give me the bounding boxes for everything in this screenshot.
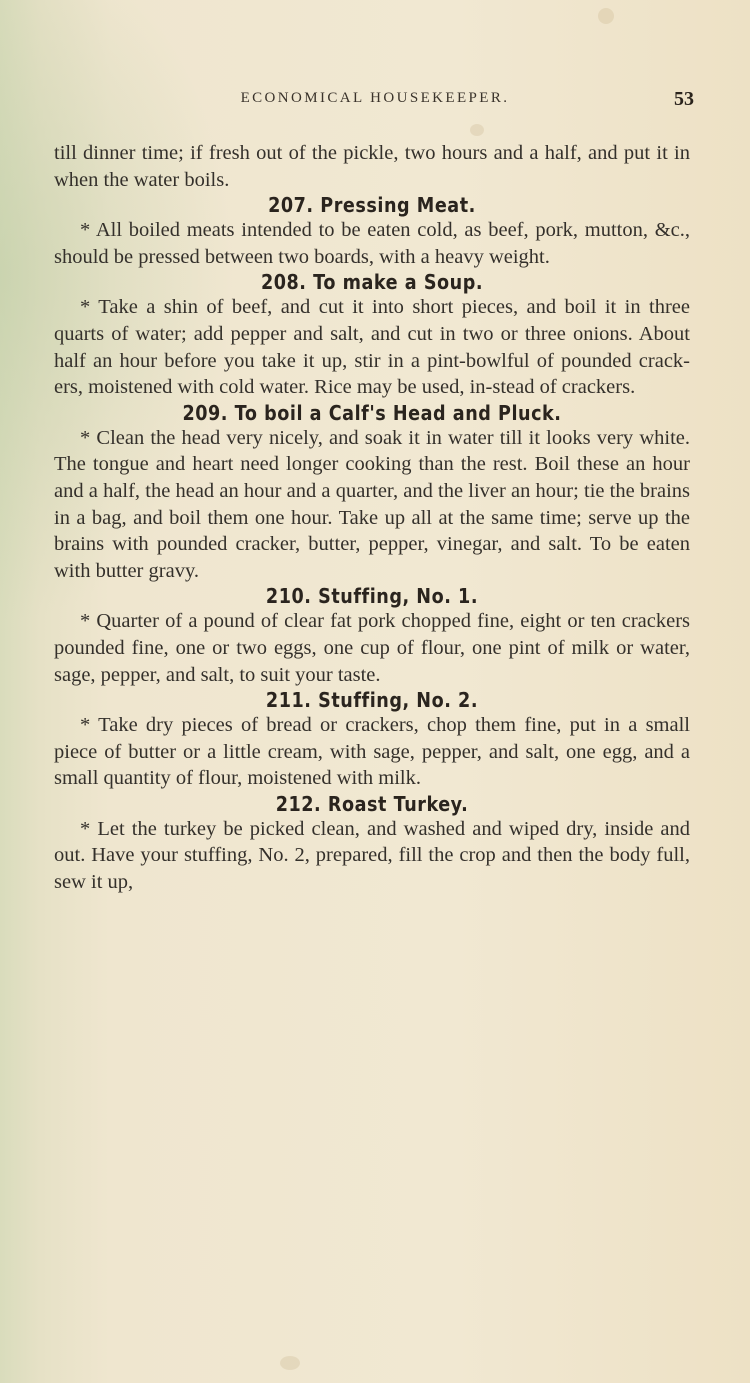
- recipe-heading-212: 212. Roast Turkey.: [275, 791, 469, 816]
- page-content: [54, 140, 690, 896]
- recipe-text-209: * Clean the head very nicely, and soak it in water till it looks very white. The tongue and heart need longer cooking than the rest. Boil these an hour and a half, the head an hour and a quarter, and the liver an hour; tie the brains in a bag, and boil them one hour. Take up all at the same time; serve up the brains with pounded cracker, butter, pepper, vinegar, and salt. To be eaten with butter gravy.: [54, 426, 690, 582]
- paper-stain: [470, 124, 484, 136]
- paper-stain: [280, 1356, 300, 1370]
- recipe-heading-209: 209. To boil a Calf's Head and Pluck.: [182, 400, 562, 425]
- recipe-text-211: * Take dry pieces of bread or crackers, chop them fine, put in a small piece of butter or a little cream, with sage, pepper, and salt, one egg, and a small quantity of flour, moistened with milk.: [54, 714, 690, 790]
- recipe-text-207: * All boiled meats intended to be eaten cold, as beef, pork, mutton, &c., should be pressed between two boards, with a heavy weight.: [54, 219, 690, 268]
- recipe-heading-211: 211. Stuffing, No. 2.: [265, 688, 479, 713]
- recipe-heading-208: 208. To make a Soup.: [260, 270, 484, 295]
- running-title: ECONOMICAL HOUSEKEEPER.: [240, 90, 510, 106]
- page-number: 53: [674, 88, 694, 110]
- recipe-heading-210: 210. Stuffing, No. 1.: [265, 584, 479, 609]
- running-head: [0, 88, 750, 114]
- opening-paragraph: till dinner time; if fresh out of the pickle, two hours and a half, and put it in when the water boils.: [54, 142, 690, 191]
- recipe-text-212: * Let the turkey be picked clean, and washed and wiped dry, inside and out. Have your stuffing, No. 2, prepared, fill the crop and then the body full, sew it up,: [54, 817, 690, 894]
- recipe-text-210: * Quarter of a pound of clear fat pork chopped fine, eight or ten crackers pounded fine, one or two eggs, one cup of flour, one pint of milk or water, sage, pepper, and salt, to suit your taste.: [54, 610, 690, 686]
- paper-stain: [598, 8, 614, 24]
- recipe-text-208: * Take a shin of beef, and cut it into short pieces, and boil it in three quarts of water; add pepper and salt, and cut in two or three onions. About half an hour before you take it up, stir in a pint-bowlful of pounded crack-ers, moistened with cold water. Rice may be used, in-stead of crackers.: [54, 296, 690, 399]
- recipe-heading-207: 207. Pressing Meat.: [268, 193, 476, 218]
